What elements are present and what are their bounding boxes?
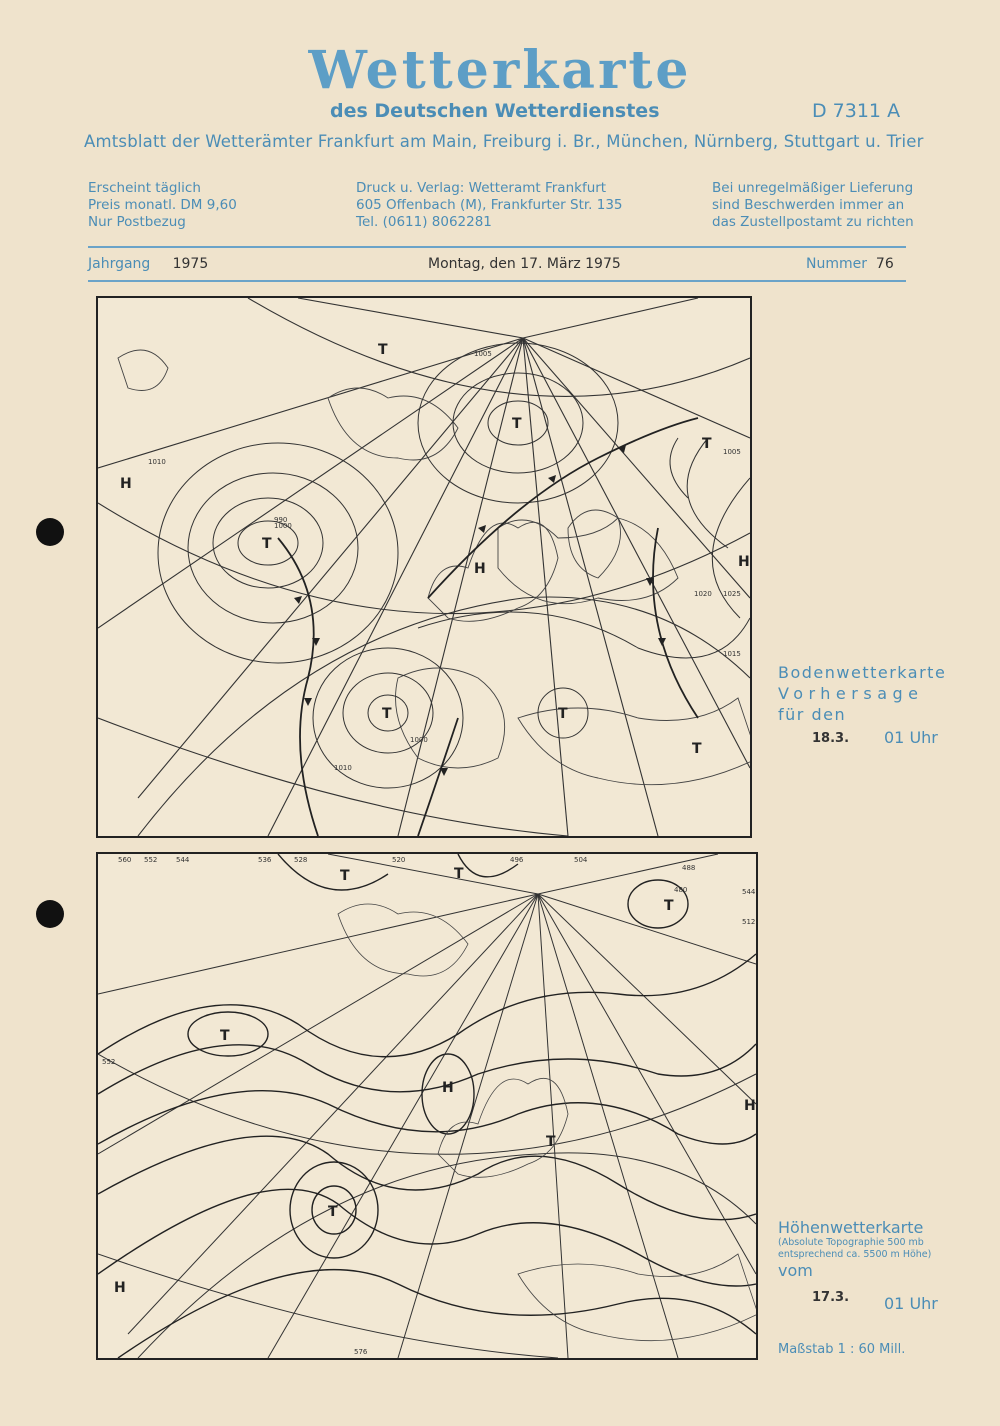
isobar-label: 1010 [148,458,166,466]
contour-label: 576 [354,1348,368,1356]
upper-air-map-time: 01 Uhr [884,1294,938,1313]
info-center-line: 605 Offenbach (M), Frankfurter Str. 135 [356,197,623,213]
info-right [712,180,914,231]
contour-label: 544 [176,856,190,864]
low-pressure-symbol: T [558,706,568,722]
isobar-label: 1005 [474,350,492,358]
issue-date: Montag, den 17. März 1975 [428,256,621,272]
jahrgang [88,256,208,272]
publication-code: D 7311 A [812,100,901,122]
contour-label: 536 [258,856,272,864]
contour-label: 528 [294,856,308,864]
caption-for: für den [778,705,847,724]
high-pressure-symbol: H [120,476,132,492]
nummer-label: Nummer [806,256,867,272]
high-pressure-symbol: H [744,1098,756,1114]
jahrgang-label: Jahrgang [88,256,151,272]
low-pressure-symbol: T [378,342,388,358]
caption-note: (Absolute Topographie 500 mb [778,1237,924,1248]
info-center-line: Druck u. Verlag: Wetteramt Frankfurt [356,180,607,196]
low-pressure-symbol: T [692,741,702,757]
contour-label: 496 [510,856,524,864]
isobar-label: 1005 [723,448,741,456]
info-left [88,180,237,231]
newspaper-title: Wetterkarte [308,40,692,101]
isobar-label: 1000 [274,522,292,530]
low-pressure-symbol: T [664,898,674,914]
contour-label: 480 [674,886,688,894]
contour-label: 552 [144,856,158,864]
info-right-line: Bei unregelmäßiger Lieferung [712,180,914,196]
contour-label: 520 [392,856,406,864]
upper-air-map-date: 17.3. [812,1290,850,1305]
isobar-label: 1020 [694,590,712,598]
nummer-value: 76 [875,256,894,272]
high-pressure-symbol: H [114,1280,126,1296]
upper-air-weather-map [96,852,758,1360]
high-pressure-symbol: H [474,561,486,577]
upper-air-map-caption [778,1218,931,1280]
low-pressure-symbol: T [702,436,712,452]
caption-title: Bodenwetterkarte [778,663,947,682]
divider [88,280,906,282]
low-pressure-symbol: T [454,866,464,882]
high-pressure-symbol: H [442,1080,454,1096]
low-pressure-symbol: T [220,1028,230,1044]
upper-air-map-graphic [98,854,756,1358]
isobar-label: 1010 [334,764,352,772]
caption-subtitle: Vorhersage [778,684,924,703]
contour-label: 552 [102,1058,116,1066]
low-pressure-symbol: T [262,536,272,552]
contour-label: 560 [118,856,132,864]
info-right-line: das Zustellpostamt zu richten [712,214,914,230]
surface-map-graphic [98,298,750,836]
map-scale: Maßstab 1 : 60 Mill. [778,1342,906,1357]
info-right-line: sind Beschwerden immer an [712,197,905,213]
isobar-label: 1025 [723,590,741,598]
punch-hole [36,518,64,546]
contour-label: 488 [682,864,696,872]
surface-weather-map [96,296,752,838]
isobar-label: 1000 [410,736,428,744]
info-left-line: Erscheint täglich [88,180,201,196]
caption-from: vom [778,1261,813,1280]
surface-map-date: 18.3. [812,731,850,746]
isobar-label: 990 [274,516,288,524]
caption-title: Höhenwetterkarte [778,1218,924,1237]
newspaper-subtitle: des Deutschen Wetterdienstes [330,100,660,122]
punch-hole [36,900,64,928]
contour-label: 512 [742,918,756,926]
amtsblatt-line: Amtsblatt der Wetterämter Frankfurt am Main, Freiburg i. Br., München, Nürnberg, Stuttgart u. Trier [84,132,924,151]
contour-label: 544 [742,888,756,896]
info-left-line: Preis monatl. DM 9,60 [88,197,237,213]
surface-map-time: 01 Uhr [884,728,938,747]
surface-map-caption [778,662,946,725]
info-center-line: Tel. (0611) 8062281 [356,214,492,230]
info-center [356,180,623,231]
info-left-line: Nur Postbezug [88,214,186,230]
divider [88,246,906,248]
low-pressure-symbol: T [382,706,392,722]
low-pressure-symbol: T [340,868,350,884]
contour-label: 504 [574,856,588,864]
low-pressure-symbol: T [328,1204,338,1220]
high-pressure-symbol: H [738,554,750,570]
jahrgang-value: 1975 [172,256,209,272]
caption-note: entsprechend ca. 5500 m Höhe) [778,1249,932,1260]
low-pressure-symbol: T [546,1134,556,1150]
low-pressure-symbol: T [512,416,522,432]
isobar-label: 1015 [723,650,741,658]
nummer [806,256,894,272]
